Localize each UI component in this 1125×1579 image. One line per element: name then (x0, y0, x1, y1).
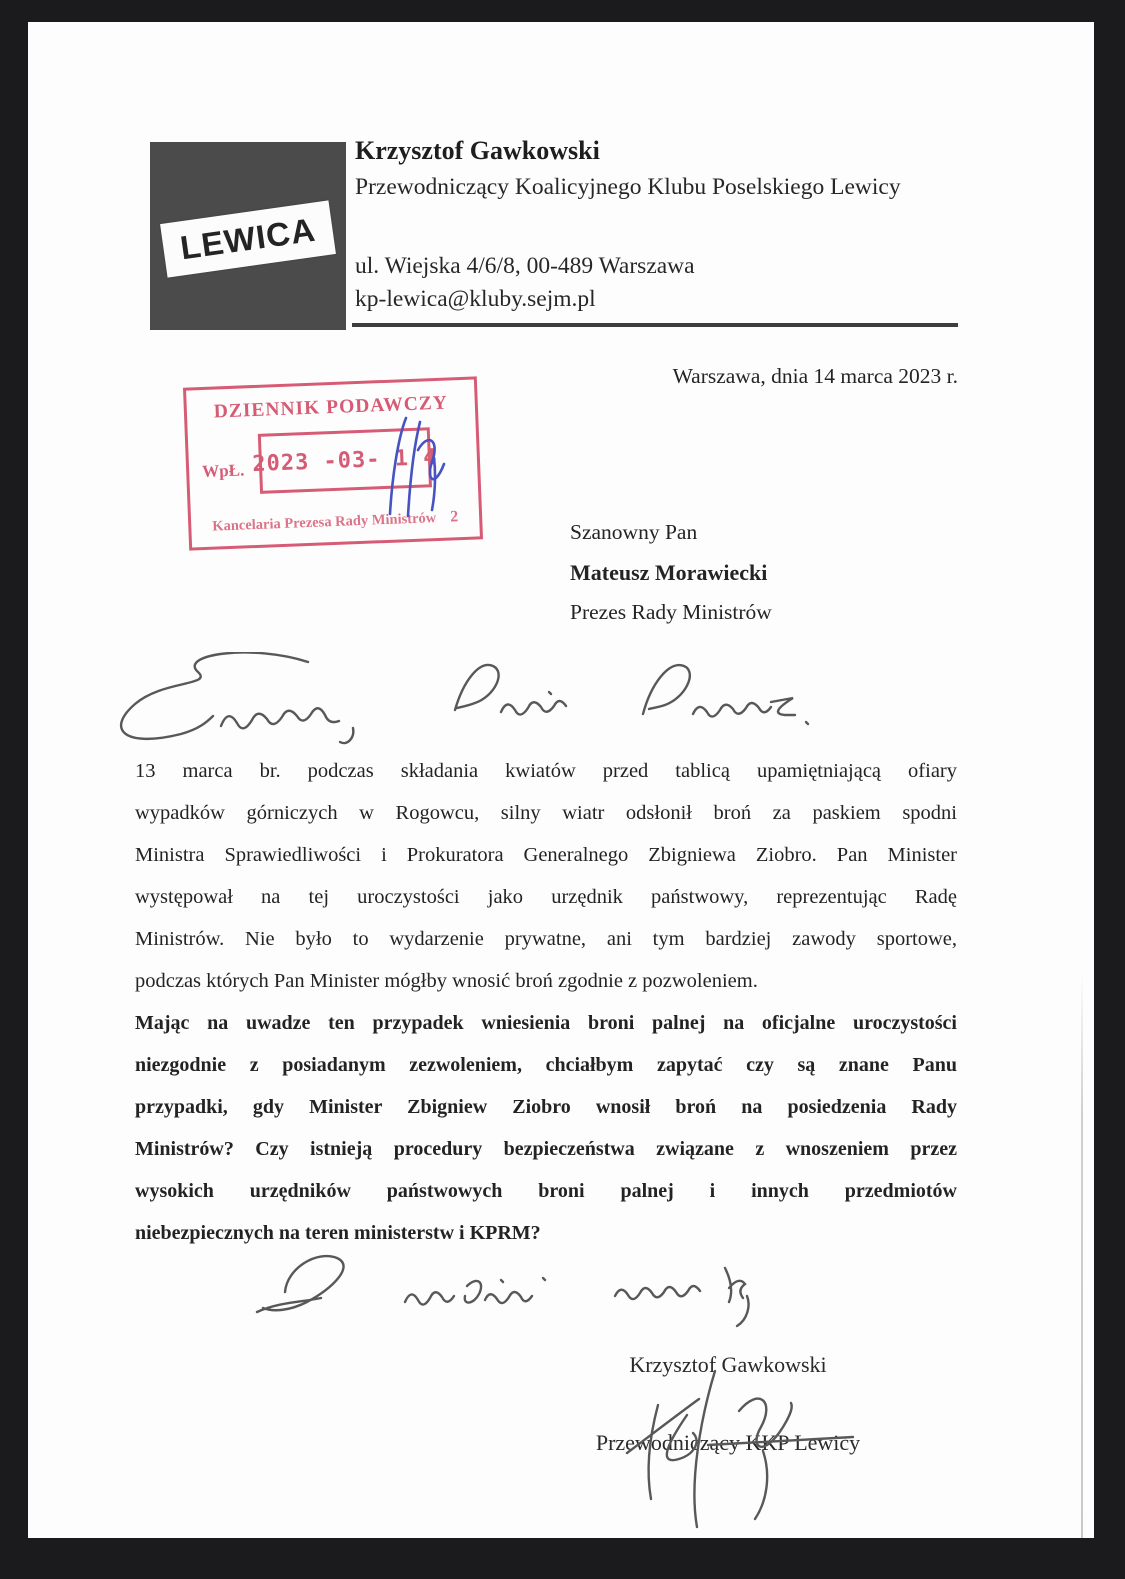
sender-email: kp-lewica@kluby.sejm.pl (355, 286, 596, 312)
handwritten-greeting (103, 652, 813, 752)
paragraph-line: 13 marca br. podczas składania kwiatów przed tablicą upamiętniającą ofiary (135, 760, 957, 782)
stamp-title: DZIENNIK PODAWCZY (213, 392, 449, 423)
paragraph-line: Mając na uwadze ten przypadek wniesienia broni palnej na oficjalne uroczystości (135, 1012, 957, 1034)
header-rule (352, 323, 958, 327)
paragraph-line: niebezpiecznych na teren ministerstw i KPRM? (135, 1222, 541, 1244)
body-paragraph-1 (135, 750, 957, 1002)
paragraph-line: podczas których Pan Minister mógłby wnosić broń zgodnie z pozwoleniem. (135, 970, 758, 992)
paragraph-line: niezgodnie z posiadanym zezwoleniem, chciałbym zapytać czy są znane Panu (135, 1054, 957, 1076)
handwritten-closing (255, 1244, 795, 1334)
lewica-logo-banner (160, 200, 336, 277)
paragraph-line: występował na tej uroczystości jako urzędnik państwowy, reprezentując Radę (135, 886, 957, 908)
sender-role: Przewodniczący Koalicyjnego Klubu Poselskiego Lewicy (355, 174, 901, 200)
stamp-office-text: Kancelaria Prezesa Rady Ministrów (211, 510, 437, 535)
sender-address: ul. Wiejska 4/6/8, 00-489 Warszawa (355, 253, 695, 279)
signature-name: Krzysztof Gawkowski (629, 1352, 827, 1377)
stamp-wpl-label: WpŁ. (201, 460, 245, 482)
recipient-name: Mateusz Morawiecki (570, 560, 768, 585)
paragraph-line: Ministrów? Czy istnieją procedury bezpieczeństwa związane z wnoszeniem przez (135, 1138, 957, 1160)
stamp-office-number: 2 (449, 508, 459, 526)
paragraph-line: Ministra Sprawiedliwości i Prokuratora Generalnego Zbigniewa Ziobro. Pan Minister (135, 844, 957, 866)
stamp-date: 2023 -03- 1 4 (251, 444, 438, 477)
paragraph-line: wysokich urzędników państwowych broni palnej i innych przedmiotów (135, 1180, 957, 1202)
paragraph-line: przypadki, gdy Minister Zbigniew Ziobro wnosił broń na posiedzenia Rady (135, 1096, 957, 1118)
blue-initials-handwriting-icon (360, 410, 446, 528)
sender-name: Krzysztof Gawkowski (355, 136, 600, 165)
signature-title: Przewodniczący KKP Lewicy (595, 1430, 861, 1455)
body-paragraph-2 (135, 1002, 957, 1254)
lewica-logo-text: LEWICA (177, 210, 318, 267)
signature-handwriting (613, 1367, 863, 1532)
recipient-title: Prezes Rady Ministrów (570, 600, 772, 624)
recipient-block (570, 520, 772, 640)
lewica-logo (150, 142, 346, 330)
dateline: Warszawa, dnia 14 marca 2023 r. (672, 364, 958, 388)
paragraph-line: Ministrów. Nie było to wydarzenie prywatne, ani tym bardziej zawody sportowe, (135, 928, 957, 950)
recipient-salutation: Szanowny Pan (570, 520, 698, 544)
scan-artifact-line (1081, 972, 1083, 1538)
letter-page (28, 22, 1094, 1538)
paragraph-line: wypadków górniczych w Rogowcu, silny wiatr odsłonił broń za paskiem spodni (135, 802, 957, 824)
